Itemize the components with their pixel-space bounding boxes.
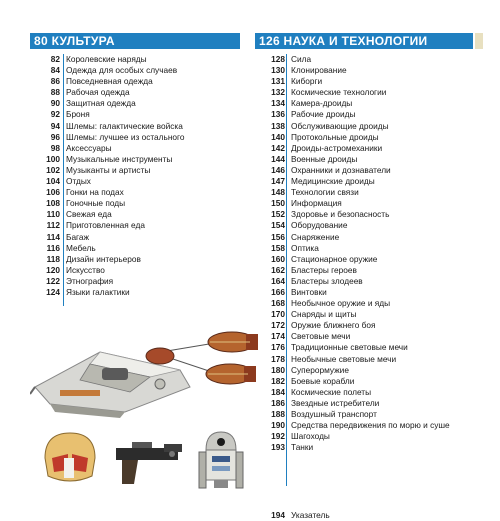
toc-page-number: 114 — [46, 231, 60, 242]
toc-entry-title: Бластеры героев — [291, 264, 357, 275]
toc-entry-title: Багаж — [66, 231, 90, 242]
toc-right-column — [255, 54, 473, 521]
toc-page-number: 98 — [50, 142, 60, 153]
section-header-science: 126 НАУКА И ТЕХНОЛОГИИ — [255, 33, 473, 49]
toc-page-number: 188 — [271, 409, 285, 419]
toc-entry-title: Киборги — [291, 76, 323, 87]
toc-page-number: 150 — [271, 198, 285, 209]
toc-page-number: 131 — [271, 76, 285, 87]
toc-entry — [255, 209, 473, 220]
toc-entry-title: Воздушный транспорт — [291, 409, 377, 419]
toc-page-number: 132 — [271, 87, 285, 98]
toc-page-number: 92 — [50, 109, 60, 120]
toc-page-number: 128 — [271, 54, 285, 64]
helmet-illustration — [40, 428, 98, 488]
toc-entry-title: Броня — [66, 109, 90, 120]
toc-page-number: 146 — [271, 164, 285, 175]
toc-entry-title: Музыканты и артисты — [66, 164, 151, 175]
toc-entry-title: Повседневная одежда — [66, 76, 153, 87]
toc-page-number: 112 — [46, 220, 60, 231]
toc-page-number: 116 — [46, 242, 60, 253]
toc-page-number: 158 — [271, 242, 285, 253]
toc-page-number: 164 — [271, 275, 285, 286]
toc-entry-title: Аксессуары — [66, 142, 112, 153]
toc-entry-title: Снаряжение — [291, 231, 340, 242]
toc-page-number: 194 — [271, 510, 285, 521]
toc-entry-title: Рабочие дроиды — [291, 109, 356, 120]
toc-page-number: 176 — [271, 342, 285, 353]
toc-entry — [255, 287, 473, 298]
toc-entry — [30, 154, 240, 165]
toc-page-number: 96 — [50, 131, 60, 142]
toc-entry-title: Информация — [291, 198, 342, 209]
toc-page-number: 84 — [50, 65, 60, 76]
toc-page-number: 108 — [46, 198, 60, 209]
toc-entry — [30, 232, 240, 243]
toc-entry — [30, 143, 240, 154]
toc-entry-title: Снаряды и щиты — [291, 309, 357, 320]
toc-page-number: 118 — [46, 253, 60, 264]
toc-entry-title: Космические полеты — [291, 386, 372, 397]
toc-entry — [255, 154, 473, 165]
toc-entry-title: Оптика — [291, 242, 319, 253]
toc-entry — [255, 276, 473, 287]
toc-page-number: 156 — [271, 231, 285, 242]
toc-entry — [255, 442, 473, 453]
toc-entry-title: Дизайн интерьеров — [66, 253, 141, 264]
toc-entry-title: Бластеры злодеев — [291, 275, 363, 286]
toc-entry-title: Камера-дроиды — [291, 98, 353, 109]
toc-entry — [255, 176, 473, 187]
toc-page-number: 122 — [46, 275, 60, 286]
astromech-droid-illustration — [196, 428, 246, 494]
toc-entry — [255, 143, 473, 154]
toc-entry — [255, 365, 473, 376]
toc-page-number: 130 — [271, 65, 285, 76]
toc-entry — [30, 276, 240, 287]
toc-entry-title: Оружие ближнего боя — [291, 320, 376, 331]
toc-page-number: 144 — [271, 153, 285, 164]
toc-page-number: 124 — [46, 286, 60, 297]
toc-entry — [30, 254, 240, 265]
toc-entry-title: Приготовленная еда — [66, 220, 145, 231]
toc-page-number: 182 — [271, 375, 285, 386]
toc-entry-title: Музыкальные инструменты — [66, 153, 173, 164]
toc-entry-title: Сила — [291, 54, 312, 64]
toc-entry — [255, 320, 473, 331]
toc-entry — [255, 165, 473, 176]
toc-entry — [255, 198, 473, 209]
toc-entry-title: Свежая еда — [66, 209, 112, 220]
toc-entry — [255, 431, 473, 442]
toc-entry — [30, 121, 240, 132]
toc-entry-title: Здоровье и безопасность — [291, 209, 390, 220]
toc-entry-title: Мебель — [66, 242, 96, 253]
toc-entry — [255, 54, 473, 65]
toc-entry-title: Защитная одежда — [66, 98, 136, 109]
toc-entry — [255, 98, 473, 109]
toc-entry — [30, 287, 240, 298]
toc-entry — [30, 132, 240, 143]
toc-page-number: 192 — [271, 431, 285, 442]
toc-page-number: 174 — [271, 331, 285, 342]
toc-entry — [30, 176, 240, 187]
toc-page-number: 168 — [271, 298, 285, 309]
toc-entry — [30, 98, 240, 109]
toc-page-number: 100 — [46, 153, 60, 164]
toc-entry — [30, 187, 240, 198]
toc-entry — [30, 87, 240, 98]
toc-entry — [255, 409, 473, 420]
toc-entry-title: Указатель — [291, 510, 330, 521]
toc-entry — [255, 132, 473, 143]
toc-page-number: 110 — [46, 209, 60, 220]
toc-page-number: 160 — [271, 253, 285, 264]
toc-entry — [255, 232, 473, 243]
toc-entry-title: Шлемы: лучшее из остального — [66, 131, 185, 142]
toc-entry — [30, 243, 240, 254]
blaster-illustration — [112, 440, 187, 490]
toc-left-column — [30, 54, 240, 298]
toc-page-number: 142 — [271, 142, 285, 153]
toc-entry-title: Клонирование — [291, 65, 347, 76]
toc-entry — [30, 76, 240, 87]
toc-entry — [30, 65, 240, 76]
toc-page-number: 140 — [271, 131, 285, 142]
toc-entry — [255, 387, 473, 398]
toc-page-number: 134 — [271, 98, 285, 109]
toc-entry-title: Технологии связи — [291, 187, 359, 198]
toc-entry-title: Необычные световые мечи — [291, 353, 397, 364]
toc-entry — [255, 87, 473, 98]
toc-page-number: 147 — [271, 176, 285, 187]
toc-entry-title: Искусство — [66, 264, 105, 275]
toc-entry-title: Танки — [291, 442, 314, 453]
toc-page-number: 178 — [271, 353, 285, 364]
toc-entry-title: Традиционные световые мечи — [291, 342, 408, 353]
toc-entry-title: Шлемы: галактические войска — [66, 120, 183, 131]
toc-entry-title: Протокольные дроиды — [291, 131, 379, 142]
toc-entry-title: Необычное оружие и яды — [291, 298, 391, 309]
section-header-culture: 80 КУЛЬТУРА — [30, 33, 240, 49]
toc-page-number: 184 — [271, 386, 285, 397]
toc-page-number: 88 — [50, 87, 60, 98]
toc-entry-title: Стационарное оружие — [291, 253, 378, 264]
toc-entry — [255, 342, 473, 353]
toc-page-number: 170 — [271, 309, 285, 320]
toc-entry-title: Шагоходы — [291, 431, 330, 442]
toc-entry-title: Дроиды-астромеханики — [291, 142, 383, 153]
toc-page-number: 106 — [46, 187, 60, 198]
toc-entry-title: Военные дроиды — [291, 153, 358, 164]
toc-entry-title: Языки галактики — [66, 286, 130, 297]
toc-entry — [255, 243, 473, 254]
toc-page-number: 138 — [271, 120, 285, 131]
toc-page-number: 94 — [50, 120, 60, 131]
toc-entry-title: Гоночные поды — [66, 198, 126, 209]
toc-entry — [30, 220, 240, 231]
toc-entry — [255, 265, 473, 276]
toc-page-number: 180 — [271, 364, 285, 375]
toc-page-number: 86 — [50, 76, 60, 87]
toc-entry — [255, 187, 473, 198]
toc-entry-title: Боевые корабли — [291, 375, 355, 386]
toc-entry-title: Звездные истребители — [291, 397, 380, 408]
toc-entry — [255, 65, 473, 76]
toc-entry — [255, 220, 473, 231]
toc-page-number: 172 — [271, 320, 285, 331]
toc-page-number: 193 — [271, 442, 285, 453]
toc-entry — [30, 54, 240, 65]
toc-entry-title: Световые мечи — [291, 331, 351, 342]
toc-entry — [255, 398, 473, 409]
toc-page-number: 154 — [271, 220, 285, 231]
toc-page-number: 162 — [271, 264, 285, 275]
toc-page-number: 136 — [271, 109, 285, 120]
toc-entry — [255, 309, 473, 320]
toc-page-number: 120 — [46, 264, 60, 275]
toc-entry — [255, 298, 473, 309]
toc-entry — [30, 198, 240, 209]
toc-entry-title: Отдых — [66, 176, 91, 187]
toc-entry-title: Королевские наряды — [66, 54, 147, 64]
toc-page-number: 102 — [46, 164, 60, 175]
toc-page-number: 82 — [50, 54, 60, 64]
toc-page-number: 190 — [271, 420, 285, 431]
toc-entry-title: Гонки на подах — [66, 187, 124, 198]
toc-entry-title: Обслуживающие дроиды — [291, 120, 389, 131]
toc-entry-title: Этнография — [66, 275, 114, 286]
toc-entry-title: Винтовки — [291, 286, 327, 297]
page-edge-decoration — [475, 33, 483, 49]
toc-entry — [30, 265, 240, 276]
toc-entry — [255, 254, 473, 265]
toc-entry-title: Космические технологии — [291, 87, 387, 98]
toc-entry — [255, 331, 473, 342]
toc-entry — [255, 354, 473, 365]
toc-page-number: 186 — [271, 397, 285, 408]
toc-page-number: 104 — [46, 176, 60, 187]
toc-page-number: 148 — [271, 187, 285, 198]
toc-page-number: 90 — [50, 98, 60, 109]
toc-entry-title: Рабочая одежда — [66, 87, 130, 98]
toc-entry-title: Оборудование — [291, 220, 348, 231]
toc-entry-title: Одежда для особых случаев — [66, 65, 178, 76]
toc-entry-title: Медицинские дроиды — [291, 176, 375, 187]
toc-entry — [30, 209, 240, 220]
toc-entry — [255, 76, 473, 87]
toc-entry — [30, 109, 240, 120]
toc-entry — [255, 376, 473, 387]
toc-entry — [255, 420, 473, 431]
toc-entry-title: Суперормужие — [291, 364, 349, 375]
toc-page-number: 166 — [271, 286, 285, 297]
podracer-illustration — [140, 318, 260, 398]
toc-entry-title: Охранники и дознаватели — [291, 164, 391, 175]
toc-page-number: 152 — [271, 209, 285, 220]
toc-entry — [30, 165, 240, 176]
toc-entry — [255, 510, 473, 521]
toc-entry — [255, 109, 473, 120]
toc-entry-title: Средства передвижения по морю и суше — [291, 420, 450, 431]
toc-entry — [255, 121, 473, 132]
